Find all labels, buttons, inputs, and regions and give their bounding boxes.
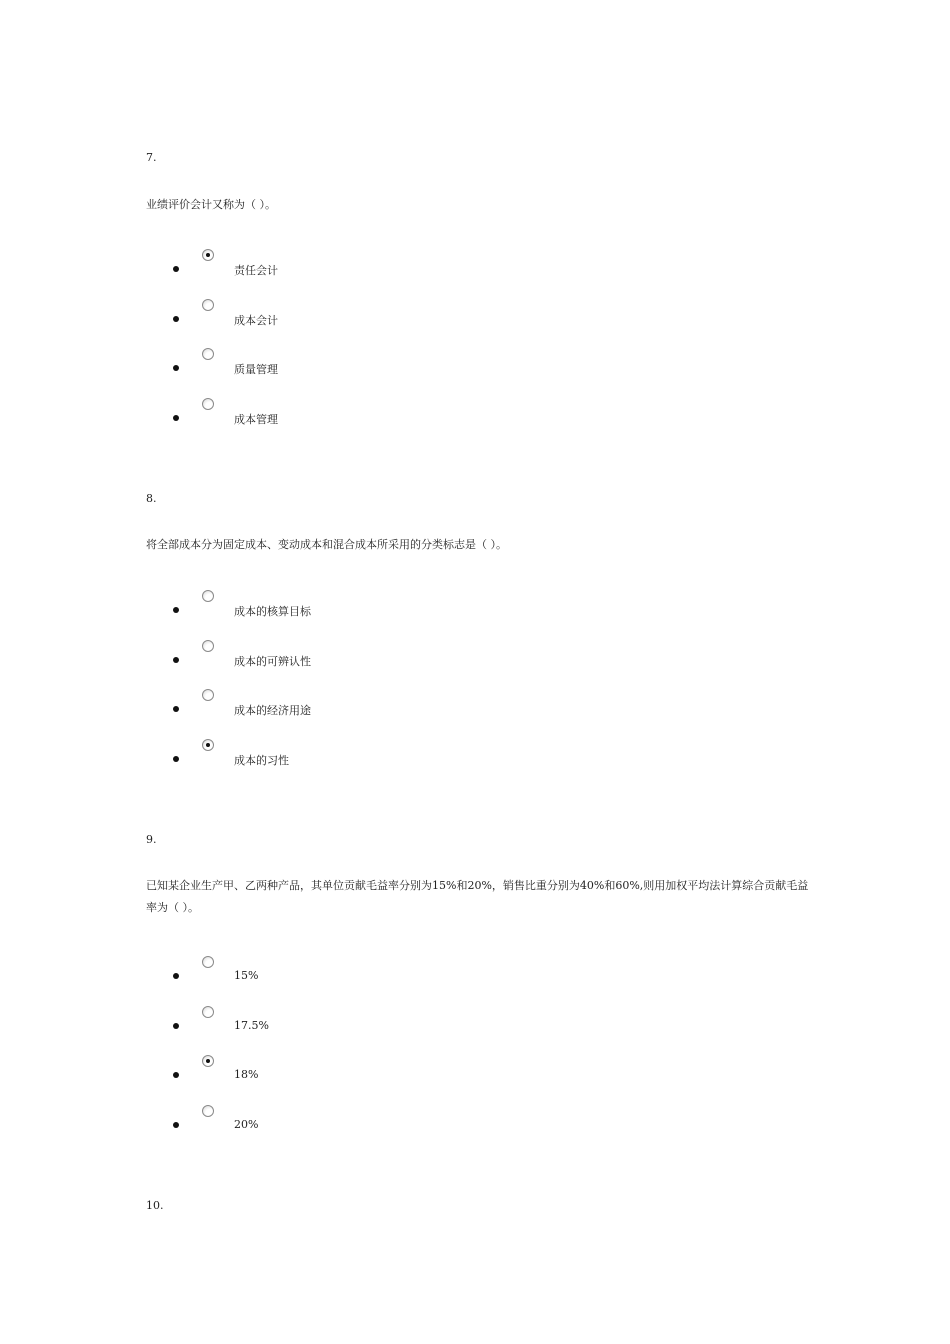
radio-button-checked[interactable]	[202, 249, 214, 261]
radio-button[interactable]	[202, 299, 214, 311]
option-label[interactable]: 成本的可辨认性	[234, 655, 311, 668]
option-item[interactable]	[0, 590, 950, 640]
option-label[interactable]: 20%	[234, 1118, 259, 1131]
option-label[interactable]: 成本的核算目标	[234, 605, 311, 618]
question-number: 8.	[146, 492, 157, 505]
radio-button[interactable]	[202, 590, 214, 602]
bullet-icon	[173, 1072, 179, 1078]
option-item[interactable]	[0, 739, 950, 789]
radio-button[interactable]	[202, 348, 214, 360]
option-item[interactable]	[0, 249, 950, 299]
option-item[interactable]	[0, 1006, 950, 1056]
radio-button[interactable]	[202, 398, 214, 410]
question-text: 已知某企业生产甲、乙两种产品，其单位贡献毛益率分别为15%和20%，销售比重分别为40%和60%,则用加权平均法计算综合贡献毛益率为（ ）。	[146, 879, 809, 914]
radio-button-checked[interactable]	[202, 739, 214, 751]
bullet-icon	[173, 316, 179, 322]
option-label[interactable]: 质量管理	[234, 363, 278, 376]
option-item[interactable]	[0, 640, 950, 690]
bullet-icon	[173, 607, 179, 613]
option-item[interactable]	[0, 1105, 950, 1155]
option-item[interactable]	[0, 689, 950, 739]
radio-button[interactable]	[202, 689, 214, 701]
option-label[interactable]: 成本会计	[234, 314, 278, 327]
bullet-icon	[173, 706, 179, 712]
option-label[interactable]: 责任会计	[234, 264, 278, 277]
question-text: 将全部成本分为固定成本、变动成本和混合成本所采用的分类标志是（ ）。	[146, 538, 507, 551]
bullet-icon	[173, 415, 179, 421]
radio-button-checked[interactable]	[202, 1055, 214, 1067]
option-label[interactable]: 15%	[234, 969, 259, 982]
bullet-icon	[173, 657, 179, 663]
option-item[interactable]	[0, 398, 950, 448]
bullet-icon	[173, 756, 179, 762]
option-item[interactable]	[0, 348, 950, 398]
option-label[interactable]: 18%	[234, 1068, 259, 1081]
bullet-icon	[173, 365, 179, 371]
radio-button[interactable]	[202, 1006, 214, 1018]
option-label[interactable]: 成本管理	[234, 413, 278, 426]
radio-button[interactable]	[202, 640, 214, 652]
option-label[interactable]: 17.5%	[234, 1019, 269, 1032]
bullet-icon	[173, 1122, 179, 1128]
question-number: 10.	[146, 1199, 164, 1212]
bullet-icon	[173, 973, 179, 979]
option-item[interactable]	[0, 299, 950, 349]
bullet-icon	[173, 266, 179, 272]
radio-button[interactable]	[202, 1105, 214, 1117]
option-label[interactable]: 成本的习性	[234, 754, 289, 767]
question-text: 业绩评价会计又称为（ ）。	[146, 198, 276, 211]
option-item[interactable]	[0, 956, 950, 1006]
question-number: 7.	[146, 151, 157, 164]
option-item[interactable]	[0, 1055, 950, 1105]
bullet-icon	[173, 1023, 179, 1029]
question-number: 9.	[146, 833, 157, 846]
radio-button[interactable]	[202, 956, 214, 968]
option-label[interactable]: 成本的经济用途	[234, 704, 311, 717]
